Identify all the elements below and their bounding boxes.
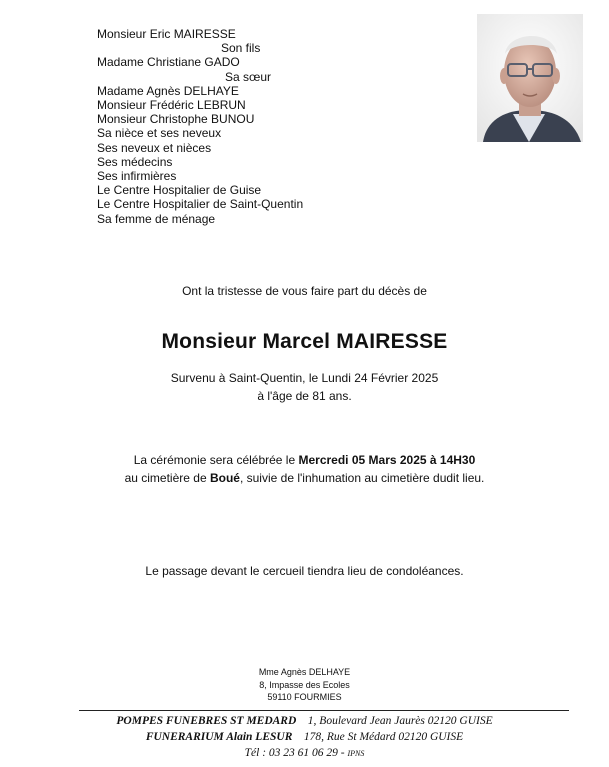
portrait-photo-icon xyxy=(477,14,583,142)
family-member: Ses neveux et nièces xyxy=(97,140,212,155)
ceremony-details xyxy=(0,451,609,487)
contact-name: Mme Agnès DELHAYE xyxy=(258,667,351,677)
footer-line-3 xyxy=(0,745,609,762)
footer-printer: IPNS xyxy=(347,749,365,758)
death-place-date: Survenu à Saint-Quentin, le Lundi 24 Février 2025 xyxy=(170,371,439,385)
death-age: à l'âge de 81 ans. xyxy=(257,389,352,403)
contact-street: 8, Impasse des Ecoles xyxy=(259,679,350,690)
intro-text: Ont la tristesse de vous faire part du décès de xyxy=(182,284,427,298)
ceremony-line-2 xyxy=(0,469,609,487)
footer-line-2 xyxy=(0,729,609,745)
ceremony-prefix: La cérémonie sera célébrée le xyxy=(133,453,299,467)
deceased-name: Monsieur Marcel MAIRESSE xyxy=(161,330,448,353)
death-details xyxy=(0,369,609,405)
footer-phone: Tél : 03 23 61 06 29 - xyxy=(244,747,345,759)
ceremony-date: Mercredi 05 Mars 2025 à 14H30 xyxy=(298,453,476,467)
footer-address-2: 178, Rue St Médard 02120 GUISE xyxy=(303,731,464,743)
family-member: Le Centre Hospitalier de Saint-Quentin xyxy=(97,197,304,212)
footer-line-1 xyxy=(0,713,609,729)
footer-company-2: FUNERARIUM Alain LESUR xyxy=(145,731,293,743)
family-member: Ses infirmières xyxy=(97,169,177,184)
family-member: Madame Christiane GADO xyxy=(97,55,240,70)
family-member: Ses médecins xyxy=(97,154,173,169)
ceremony-line-1 xyxy=(0,451,609,469)
family-member: Sa nièce et ses neveux xyxy=(97,126,222,141)
footer-address-1: 1, Boulevard Jean Jaurès 02120 GUISE xyxy=(307,715,493,727)
family-list xyxy=(97,27,303,226)
ceremony-place-suffix: , suivie de l'inhumation au cimetière dudit lieu. xyxy=(239,471,485,485)
family-member: Monsieur Frédéric LEBRUN xyxy=(97,98,246,113)
condolences-note: Le passage devant le cercueil tiendra lieu de condoléances. xyxy=(145,564,464,578)
family-member: Monsieur Eric MAIRESSE xyxy=(97,27,236,41)
family-relation: Son fils xyxy=(221,41,261,56)
family-member: Monsieur Christophe BUNOU xyxy=(97,112,255,127)
funeral-home-footer xyxy=(0,713,609,762)
family-member: Sa femme de ménage xyxy=(97,211,216,226)
family-relation: Sa sœur xyxy=(225,69,272,84)
family-member: Madame Agnès DELHAYE xyxy=(97,83,239,98)
ceremony-place: Boué xyxy=(209,471,240,485)
contact-city: 59110 FOURMIES xyxy=(267,692,342,702)
ceremony-place-prefix: au cimetière de xyxy=(124,471,210,485)
footer-company-1: POMPES FUNEBRES ST MEDARD xyxy=(116,715,297,727)
footer-divider xyxy=(79,710,569,711)
portrait-photo xyxy=(477,14,583,142)
contact-address xyxy=(0,666,609,704)
family-member: Le Centre Hospitalier de Guise xyxy=(97,183,262,198)
